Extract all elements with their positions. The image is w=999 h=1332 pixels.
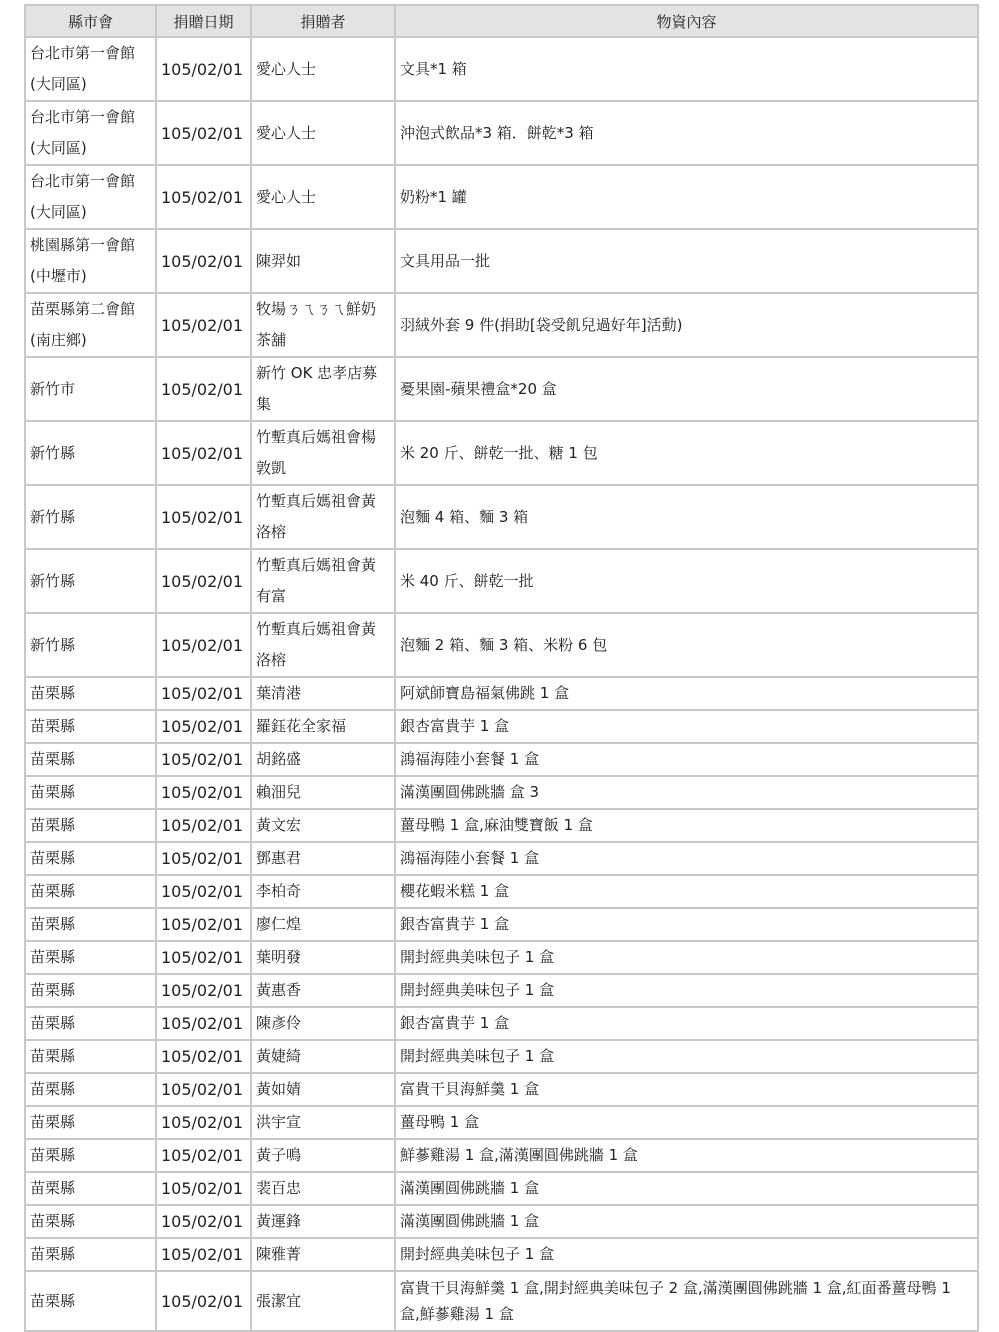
cell-donor: 黃惠香: [251, 974, 395, 1007]
table-row: [25, 421, 978, 485]
cell-items: 阿斌師寶島福氣佛跳 1 盒: [395, 677, 978, 710]
cell-county: 苗栗縣: [25, 974, 156, 1007]
table-row: [25, 908, 978, 941]
cell-county: 台北市第一會館(大同區): [25, 165, 156, 229]
cell-donor: 黃如婧: [251, 1073, 395, 1106]
cell-donor: 洪宇宣: [251, 1106, 395, 1139]
cell-date: 105/02/01: [156, 974, 251, 1007]
cell-county: 苗栗縣: [25, 743, 156, 776]
header-items: 物資內容: [395, 5, 978, 37]
table-row: [25, 677, 978, 710]
cell-county: 苗栗縣: [25, 1205, 156, 1238]
table-row: [25, 1172, 978, 1205]
cell-county: 苗栗縣: [25, 710, 156, 743]
cell-date: 105/02/01: [156, 37, 251, 101]
cell-items: 滿漢團圓佛跳牆 盒 3: [395, 776, 978, 809]
cell-donor: 陳雅菁: [251, 1238, 395, 1271]
cell-donor: 愛心人士: [251, 37, 395, 101]
cell-items: 銀杏富貴芋 1 盒: [395, 710, 978, 743]
cell-items: 鴻福海陸小套餐 1 盒: [395, 842, 978, 875]
cell-county: 新竹市: [25, 357, 156, 421]
cell-donor: 裴百忠: [251, 1172, 395, 1205]
cell-date: 105/02/01: [156, 613, 251, 677]
cell-items: 米 20 斤、餅乾一批、糖 1 包: [395, 421, 978, 485]
table-row: [25, 974, 978, 1007]
header-donor: 捐贈者: [251, 5, 395, 37]
cell-donor: 葉清港: [251, 677, 395, 710]
table-row: [25, 1106, 978, 1139]
cell-items: 富貴干貝海鮮羹 1 盒: [395, 1073, 978, 1106]
cell-items: 開封經典美味包子 1 盒: [395, 1238, 978, 1271]
table-row: [25, 941, 978, 974]
table-row: [25, 743, 978, 776]
cell-donor: 張潔宜: [251, 1271, 395, 1331]
cell-county: 新竹縣: [25, 485, 156, 549]
header-row: [25, 5, 978, 37]
cell-donor: 竹塹真后媽祖會黃有富: [251, 549, 395, 613]
table-row: [25, 809, 978, 842]
cell-items: 沖泡式飲品*3 箱．餅乾*3 箱: [395, 101, 978, 165]
cell-date: 105/02/01: [156, 229, 251, 293]
cell-donor: 黃運鋒: [251, 1205, 395, 1238]
table-row: [25, 1238, 978, 1271]
cell-items: 文具*1 箱: [395, 37, 978, 101]
cell-date: 105/02/01: [156, 809, 251, 842]
cell-county: 新竹縣: [25, 549, 156, 613]
cell-items: 鴻福海陸小套餐 1 盒: [395, 743, 978, 776]
table-row: [25, 1139, 978, 1172]
cell-county: 新竹縣: [25, 613, 156, 677]
cell-date: 105/02/01: [156, 941, 251, 974]
table-row: [25, 613, 978, 677]
cell-donor: 竹塹真后媽祖會黃洛榕: [251, 485, 395, 549]
cell-date: 105/02/01: [156, 293, 251, 357]
header-date: 捐贈日期: [156, 5, 251, 37]
cell-donor: 牧場ㄋㄟㄋㄟ鮮奶茶舖: [251, 293, 395, 357]
cell-donor: 竹塹真后媽祖會楊敦凱: [251, 421, 395, 485]
cell-date: 105/02/01: [156, 1073, 251, 1106]
table-row: [25, 229, 978, 293]
cell-items: 米 40 斤、餅乾一批: [395, 549, 978, 613]
cell-date: 105/02/01: [156, 710, 251, 743]
cell-items: 鮮蔘雞湯 1 盒,滿漢團圓佛跳牆 1 盒: [395, 1139, 978, 1172]
cell-items: 開封經典美味包子 1 盒: [395, 974, 978, 1007]
cell-date: 105/02/01: [156, 776, 251, 809]
cell-items: 薑母鴨 1 盒: [395, 1106, 978, 1139]
cell-donor: 胡銘盛: [251, 743, 395, 776]
cell-items: 泡麵 2 箱、麵 3 箱、米粉 6 包: [395, 613, 978, 677]
cell-donor: 黃文宏: [251, 809, 395, 842]
cell-donor: 陳羿如: [251, 229, 395, 293]
cell-donor: 葉明發: [251, 941, 395, 974]
cell-donor: 愛心人士: [251, 165, 395, 229]
cell-date: 105/02/01: [156, 485, 251, 549]
cell-items: 憂果園-蘋果禮盒*20 盒: [395, 357, 978, 421]
cell-county: 苗栗縣: [25, 809, 156, 842]
table-row: [25, 101, 978, 165]
cell-date: 105/02/01: [156, 677, 251, 710]
cell-items: 開封經典美味包子 1 盒: [395, 1040, 978, 1073]
header-county: 縣市會: [25, 5, 156, 37]
cell-county: 苗栗縣第二會館(南庄鄉): [25, 293, 156, 357]
table-body: [25, 37, 978, 1331]
cell-donor: 竹塹真后媽祖會黃洛榕: [251, 613, 395, 677]
cell-items: 奶粉*1 罐: [395, 165, 978, 229]
cell-county: 苗栗縣: [25, 776, 156, 809]
table-row: [25, 1040, 978, 1073]
cell-donor: 陳彥伶: [251, 1007, 395, 1040]
cell-items: 富貴干貝海鮮羹 1 盒,開封經典美味包子 2 盒,滿漢團圓佛跳牆 1 盒,紅面番薑母鴨 1 盒,鮮蔘雞湯 1 盒: [395, 1271, 978, 1331]
table-row: [25, 842, 978, 875]
cell-county: 桃園縣第一會館(中壢市): [25, 229, 156, 293]
cell-county: 台北市第一會館(大同區): [25, 101, 156, 165]
table-row: [25, 357, 978, 421]
cell-county: 苗栗縣: [25, 677, 156, 710]
cell-date: 105/02/01: [156, 165, 251, 229]
cell-donor: 愛心人士: [251, 101, 395, 165]
table-row: [25, 776, 978, 809]
cell-date: 105/02/01: [156, 842, 251, 875]
cell-date: 105/02/01: [156, 101, 251, 165]
cell-donor: 羅鈺花全家福: [251, 710, 395, 743]
cell-county: 苗栗縣: [25, 1040, 156, 1073]
cell-date: 105/02/01: [156, 1271, 251, 1331]
cell-county: 台北市第一會館(大同區): [25, 37, 156, 101]
cell-date: 105/02/01: [156, 743, 251, 776]
cell-items: 滿漢團圓佛跳牆 1 盒: [395, 1205, 978, 1238]
cell-date: 105/02/01: [156, 1007, 251, 1040]
cell-donor: 李柏奇: [251, 875, 395, 908]
cell-county: 苗栗縣: [25, 1073, 156, 1106]
table-row: [25, 1205, 978, 1238]
cell-county: 苗栗縣: [25, 941, 156, 974]
cell-items: 櫻花蝦米糕 1 盒: [395, 875, 978, 908]
cell-items: 銀杏富貴芋 1 盒: [395, 1007, 978, 1040]
cell-donor: 賴沺兒: [251, 776, 395, 809]
table-row: [25, 1007, 978, 1040]
cell-county: 苗栗縣: [25, 1007, 156, 1040]
cell-county: 苗栗縣: [25, 1271, 156, 1331]
cell-items: 羽絨外套 9 件(捐助[袋受飢兒過好年]活動): [395, 293, 978, 357]
cell-county: 苗栗縣: [25, 908, 156, 941]
cell-donor: 新竹 OK 忠孝店募集: [251, 357, 395, 421]
table-row: [25, 165, 978, 229]
cell-county: 苗栗縣: [25, 1106, 156, 1139]
table-row: [25, 485, 978, 549]
cell-items: 滿漢團圓佛跳牆 1 盒: [395, 1172, 978, 1205]
cell-date: 105/02/01: [156, 1205, 251, 1238]
cell-county: 新竹縣: [25, 421, 156, 485]
cell-donor: 黃婕綺: [251, 1040, 395, 1073]
cell-county: 苗栗縣: [25, 842, 156, 875]
table-row: [25, 875, 978, 908]
cell-donor: 廖仁煌: [251, 908, 395, 941]
cell-county: 苗栗縣: [25, 1238, 156, 1271]
cell-date: 105/02/01: [156, 875, 251, 908]
cell-county: 苗栗縣: [25, 875, 156, 908]
cell-date: 105/02/01: [156, 908, 251, 941]
table-row: [25, 37, 978, 101]
cell-items: 薑母鴨 1 盒,麻油雙寶飯 1 盒: [395, 809, 978, 842]
donation-table: [24, 4, 979, 1332]
cell-date: 105/02/01: [156, 1040, 251, 1073]
cell-date: 105/02/01: [156, 549, 251, 613]
cell-items: 開封經典美味包子 1 盒: [395, 941, 978, 974]
table-row: [25, 1073, 978, 1106]
table-row: [25, 549, 978, 613]
cell-date: 105/02/01: [156, 1139, 251, 1172]
cell-county: 苗栗縣: [25, 1139, 156, 1172]
cell-date: 105/02/01: [156, 1172, 251, 1205]
cell-items: 泡麵 4 箱、麵 3 箱: [395, 485, 978, 549]
cell-date: 105/02/01: [156, 1106, 251, 1139]
cell-donor: 鄧惠君: [251, 842, 395, 875]
table-row: [25, 293, 978, 357]
cell-donor: 黃子鳴: [251, 1139, 395, 1172]
cell-county: 苗栗縣: [25, 1172, 156, 1205]
table-row: [25, 1271, 978, 1331]
cell-date: 105/02/01: [156, 1238, 251, 1271]
table-row: [25, 710, 978, 743]
cell-date: 105/02/01: [156, 357, 251, 421]
cell-items: 銀杏富貴芋 1 盒: [395, 908, 978, 941]
cell-date: 105/02/01: [156, 421, 251, 485]
cell-items: 文具用品一批: [395, 229, 978, 293]
